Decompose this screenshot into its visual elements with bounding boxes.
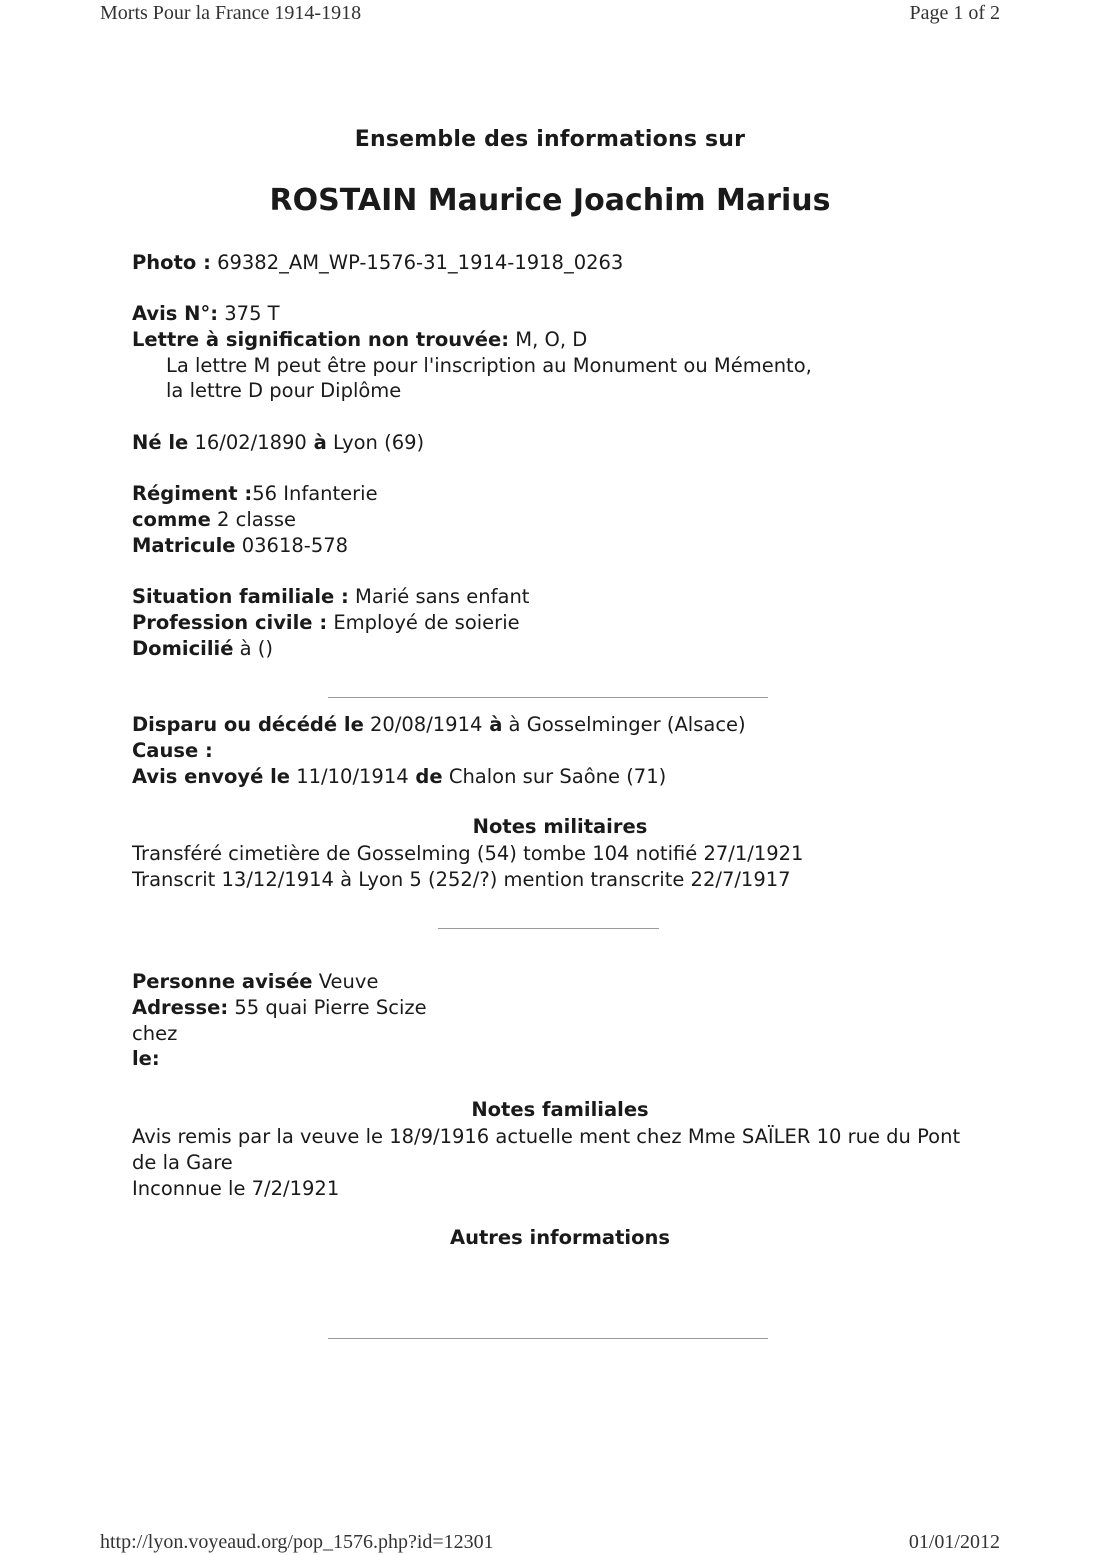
deces-sep: à (482, 713, 503, 736)
chez-label: chez (132, 1021, 178, 1045)
page-number: Page 1 of 2 (909, 2, 1000, 24)
document-subtitle: Ensemble des informations sur (354, 127, 746, 152)
page-url[interactable]: http://lyon.voyeaud.org/pop_1576.php?id=12301 (100, 1531, 494, 1553)
situation-label: Situation familiale : (132, 585, 349, 608)
notes-militaires-body (132, 841, 803, 893)
notes-familiales-line-2: de la Gare (132, 1150, 233, 1174)
profession-label: Profession civile : (132, 610, 328, 634)
notes-familiales-title: Notes familiales (471, 1098, 649, 1121)
avis-envoye-de: de (408, 764, 443, 788)
personne-section (132, 969, 427, 1072)
lettre-note-2: la lettre D pour Diplôme (166, 379, 402, 403)
lettre-value: M, O, D (509, 327, 588, 351)
naissance-sep: à (306, 431, 327, 454)
domicile-label: Domicilié (132, 636, 234, 660)
photo-section (132, 250, 623, 276)
cause-label: Cause : (132, 738, 213, 762)
matricule-value: 03618-578 (235, 533, 349, 557)
page-header (100, 1, 1000, 25)
print-date: 01/01/2012 (908, 1531, 1000, 1553)
personne-value: Veuve (312, 970, 379, 993)
avis-label: Avis N°: (132, 302, 219, 325)
personne-label: Personne avisée (132, 970, 313, 993)
notes-familiales-body (132, 1124, 960, 1201)
comme-label: comme (132, 507, 211, 531)
le-label: le: (132, 1047, 160, 1071)
avis-envoye-place: Chalon sur Saône (71) (442, 764, 667, 788)
naissance-place: Lyon (69) (326, 431, 425, 454)
notes-militaires-line-1: Transféré cimetière de Gosselming (54) tombe 104 notifié 27/1/1921 (132, 842, 804, 865)
notes-militaires-title: Notes militaires (472, 815, 648, 838)
deces-place: à Gosselminger (Alsace) (502, 713, 746, 736)
naissance-section (132, 430, 424, 456)
comme-value: 2 classe (210, 507, 297, 531)
domicile-value: à () (233, 636, 273, 660)
situation-value: Marié sans enfant (348, 585, 530, 608)
militaire-section (132, 481, 378, 558)
page-footer (100, 1530, 1000, 1554)
adresse-value: 55 quai Pierre Scize (228, 995, 427, 1019)
photo-value: 69382_AM_WP-1576-31_1914-1918_0263 (210, 251, 624, 274)
deces-date: 20/08/1914 (363, 713, 483, 736)
famille-section (132, 584, 529, 661)
notes-militaires-line-2: Transcrit 13/12/1914 à Lyon 5 (252/?) mention transcrite 22/7/1917 (132, 867, 791, 891)
deces-section (132, 712, 746, 789)
notes-familiales-line-3: Inconnue le 7/2/1921 (132, 1176, 340, 1200)
notes-familiales-line-1: Avis remis par la veuve le 18/9/1916 actuelle ment chez Mme SAÏLER 10 rue du Pont (132, 1125, 961, 1148)
page-header-title: Morts Pour la France 1914-1918 (100, 2, 362, 24)
naissance-date: 16/02/1890 (188, 431, 307, 454)
regiment-value: 56 Infanterie (252, 482, 378, 505)
avis-value: 375 T (218, 302, 280, 325)
avis-envoye-date: 11/10/1914 (290, 764, 409, 788)
divider-3 (328, 1338, 768, 1339)
soldier-name-title: ROSTAIN Maurice Joachim Marius (269, 183, 831, 218)
divider-1 (328, 697, 768, 698)
lettre-note-1: La lettre M peut être pour l'inscription au Monument ou Mémento, (166, 353, 812, 377)
photo-label: Photo : (132, 251, 211, 274)
naissance-label: Né le (132, 431, 189, 454)
profession-value: Employé de soierie (327, 610, 520, 634)
avis-envoye-label: Avis envoyé le (132, 764, 291, 788)
deces-label: Disparu ou décédé le (132, 713, 364, 736)
regiment-label: Régiment : (132, 482, 253, 505)
autres-informations-title: Autres informations (450, 1226, 670, 1249)
matricule-label: Matricule (132, 533, 236, 557)
divider-2 (438, 928, 659, 929)
lettre-label: Lettre à signification non trouvée: (132, 327, 510, 351)
avis-section (132, 301, 812, 404)
adresse-label: Adresse: (132, 995, 229, 1019)
